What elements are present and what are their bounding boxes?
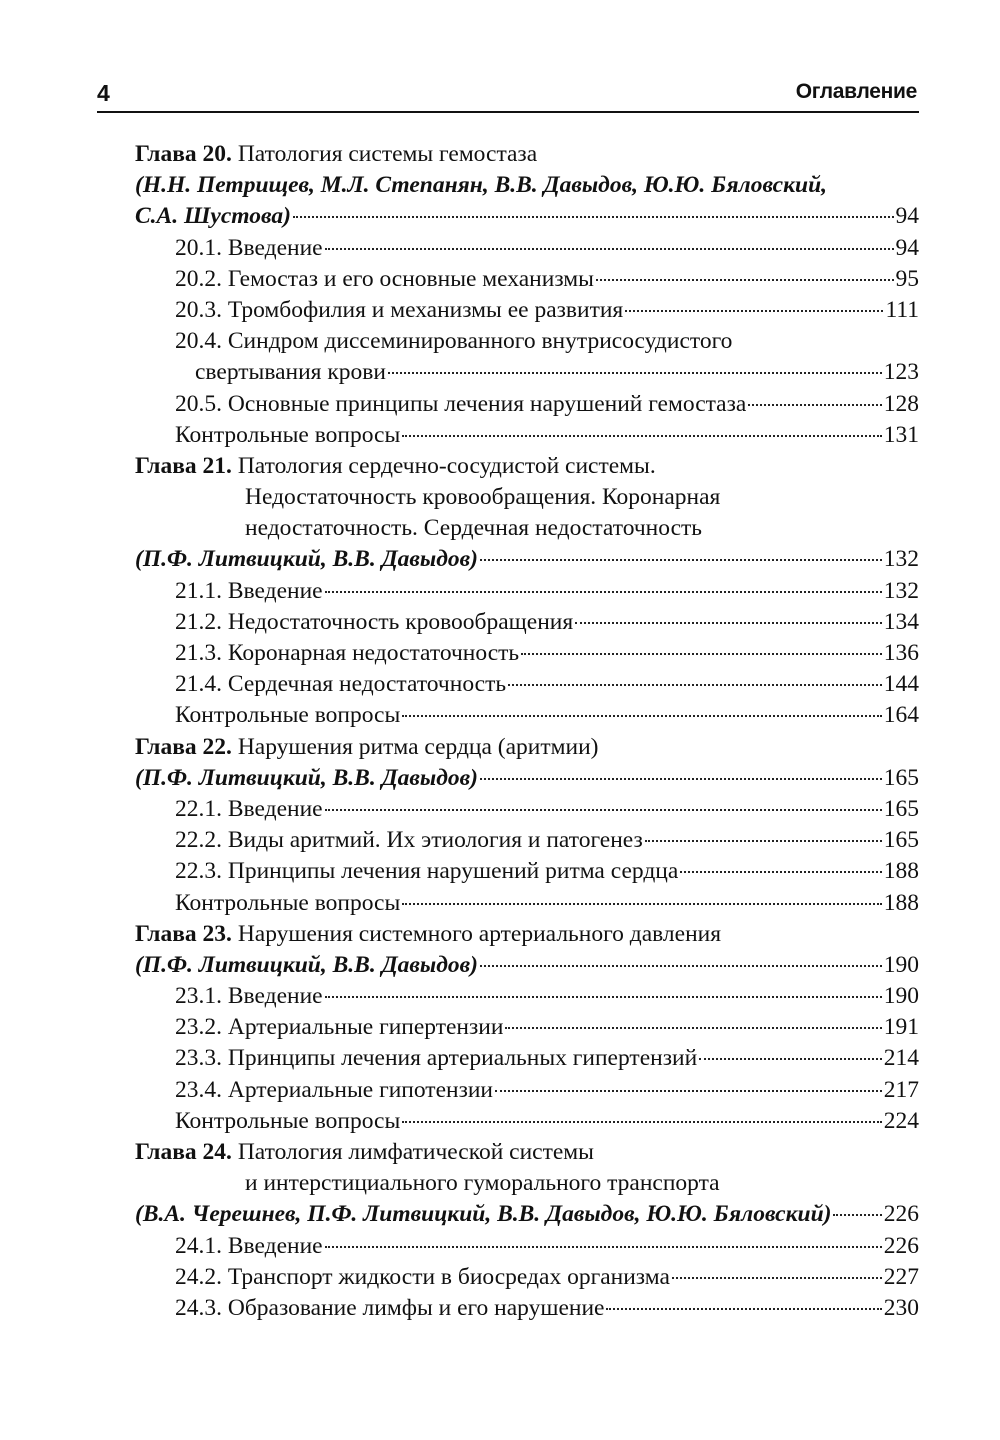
dot-leader [833,1214,881,1216]
page-ref: 165 [883,795,919,822]
entry-title: свертывания крови [195,359,386,386]
chapter-label: Глава 23. [135,920,232,947]
toc-entry[interactable] [135,763,919,794]
dot-leader [596,279,894,281]
entry-title: 21.1. Введение [175,577,323,604]
dot-leader [325,248,894,250]
table-of-contents [135,139,919,1324]
entry-title: 23.1. Введение [175,983,323,1010]
toc-entry[interactable] [135,1262,919,1293]
dot-leader [325,1246,882,1248]
toc-entry[interactable] [135,357,919,388]
page-ref: 111 [885,296,919,323]
toc-entry[interactable] [135,1199,919,1230]
dot-leader [402,435,881,437]
chapter-20-heading[interactable] [135,139,919,170]
toc-entry[interactable] [135,1231,919,1262]
page-ref: 164 [883,702,919,729]
dot-leader [645,840,882,842]
page-ref: 224 [883,1107,919,1134]
dot-leader [699,1058,882,1060]
dot-leader [680,871,881,873]
chapter-label: Глава 22. [135,733,232,760]
chapter-authors: (В.А. Черешнев, П.Ф. Литвицкий, В.В. Давыдов, Ю.Ю. Бяловский) [135,1201,832,1228]
entry-title: 21.4. Сердечная недостаточность [175,671,507,698]
dot-leader [480,965,882,967]
page-ref: 94 [895,203,919,230]
entry-title: 20.1. Введение [175,234,323,261]
page-ref: 188 [883,858,919,885]
entry-title: 22.3. Принципы лечения нарушений ритма сердца [175,858,679,885]
toc-entry[interactable] [135,576,919,607]
chapter-authors: (П.Ф. Литвицкий, В.В. Давыдов) [135,546,478,573]
chapter-21-heading[interactable] [135,513,919,544]
toc-entry[interactable] [135,295,919,326]
entry-title: 24.1. Введение [175,1232,323,1259]
toc-entry[interactable] [135,638,919,669]
chapter-label: Глава 24. [135,1139,232,1165]
entry-title: 24.2. Транспорт жидкости в биосредах организма [175,1263,670,1290]
toc-entry[interactable] [135,201,919,232]
chapter-24-heading[interactable] [135,1137,919,1168]
page-ref: 230 [883,1294,919,1321]
chapter-title: Патология сердечно-сосудистой системы. [237,452,656,479]
chapter-22-heading[interactable] [135,732,919,763]
toc-entry[interactable] [135,1106,919,1137]
page-ref: 165 [883,764,919,791]
chapter-21-heading[interactable] [135,451,919,482]
entry-title: Контрольные вопросы [175,1107,401,1134]
toc-entry[interactable] [135,389,919,420]
dot-leader [575,622,882,624]
page-ref: 132 [883,577,919,604]
dot-leader [388,372,882,374]
toc-entry[interactable] [135,420,919,451]
entry-title: 22.1. Введение [175,795,323,822]
dot-leader [508,684,882,686]
chapter-title: недостаточность. Сердечная недостаточность [245,515,702,542]
chapter-label: Глава 20. [135,141,232,167]
toc-entry[interactable] [135,1043,919,1074]
toc-entry[interactable] [135,669,919,700]
chapter-title: Недостаточность кровообращения. Коронарная [245,484,721,511]
page-ref: 217 [883,1076,919,1103]
entry-title: 20.2. Гемостаз и его основные механизмы [175,265,594,292]
dot-leader [293,216,894,218]
page-ref: 131 [883,421,919,448]
entry-title: 23.3. Принципы лечения артериальных гипертензий [175,1045,698,1072]
dot-leader [480,559,882,561]
page-ref: 191 [883,1014,919,1041]
entry-title: 21.2. Недостаточность кровообращения [175,608,574,635]
page-ref: 132 [883,546,919,573]
toc-entry[interactable] [135,950,919,981]
dot-leader [625,310,883,312]
page-ref: 226 [883,1201,919,1228]
page-ref: 144 [883,671,919,698]
page-header [97,80,917,110]
page-ref: 128 [883,390,919,417]
chapter-title: Нарушения системного артериального давления [237,920,722,947]
toc-entry[interactable] [135,981,919,1012]
entry-title: 22.2. Виды аритмий. Их этиология и патогенез [175,827,643,854]
page-ref: 165 [883,827,919,854]
dot-leader [672,1277,882,1279]
dot-leader [480,778,882,780]
toc-entry[interactable] [135,233,919,264]
page-ref: 94 [895,234,919,261]
dot-leader [521,653,882,655]
page-ref: 227 [883,1263,919,1290]
page-ref: 95 [895,265,919,292]
entry-title: 23.4. Артериальные гипотензии [175,1076,494,1103]
entry-title: 20.4. Синдром диссеминированного внутрисосудистого [175,328,733,355]
toc-entry[interactable] [135,264,919,295]
chapter-20-authors [135,170,919,201]
entry-title: 24.3. Образование лимфы и его нарушение [175,1294,605,1321]
chapter-title: Нарушения ритма сердца (аритмии) [237,733,599,760]
entry-title: Контрольные вопросы [175,889,401,916]
chapter-authors: (Н.Н. Петрищев, М.Л. Степанян, В.В. Давыдов, Ю.Ю. Бяловский, [135,172,828,199]
chapter-23-heading[interactable] [135,919,919,950]
chapter-authors: (П.Ф. Литвицкий, В.В. Давыдов) [135,951,478,978]
toc-entry[interactable] [135,326,919,357]
entry-title: Контрольные вопросы [175,702,401,729]
toc-entry[interactable] [135,1075,919,1106]
chapter-24-heading[interactable] [135,1168,919,1199]
dot-leader [402,1121,881,1123]
toc-entry[interactable] [135,607,919,638]
header-rule [97,111,919,113]
entry-title: 20.3. Тромбофилия и механизмы ее развития [175,296,624,323]
page-ref: 226 [883,1232,919,1259]
toc-entry[interactable] [135,856,919,887]
dot-leader [325,996,882,998]
chapter-title: Патология системы гемостаза [237,141,538,167]
toc-entry[interactable] [135,1293,919,1324]
chapter-authors: С.А. Шустова) [135,203,291,230]
chapter-21-heading[interactable] [135,482,919,513]
dot-leader [325,591,882,593]
entry-title: 23.2. Артериальные гипертензии [175,1014,504,1041]
page-number: 4 [97,80,110,106]
dot-leader [402,903,881,905]
entry-title: 20.5. Основные принципы лечения нарушений гемостаза [175,390,747,417]
dot-leader [748,404,881,406]
dot-leader [325,809,882,811]
dot-leader [402,715,881,717]
page-ref: 136 [883,640,919,666]
chapter-authors: (П.Ф. Литвицкий, В.В. Давыдов) [135,764,478,791]
dot-leader [606,1308,881,1310]
toc-entry[interactable] [135,700,919,731]
toc-entry[interactable] [135,1012,919,1043]
chapter-title: и интерстициального гуморального транспорта [245,1170,720,1197]
toc-entry[interactable] [135,825,919,856]
page-ref: 190 [883,983,919,1010]
dot-leader [505,1027,881,1029]
page-ref: 134 [883,608,919,635]
chapter-label: Глава 21. [135,452,232,479]
entry-title: 21.3. Коронарная недостаточность [175,640,520,666]
entry-title: Контрольные вопросы [175,421,401,448]
page-ref: 188 [883,889,919,916]
page-ref: 190 [883,951,919,978]
page-ref: 214 [883,1045,919,1072]
toc-entry[interactable] [135,794,919,825]
running-title: Оглавление [795,80,917,103]
dot-leader [495,1090,882,1092]
toc-entry[interactable] [135,544,919,575]
page-ref: 123 [883,359,919,386]
chapter-title: Патология лимфатической системы [237,1139,594,1165]
toc-entry[interactable] [135,888,919,919]
